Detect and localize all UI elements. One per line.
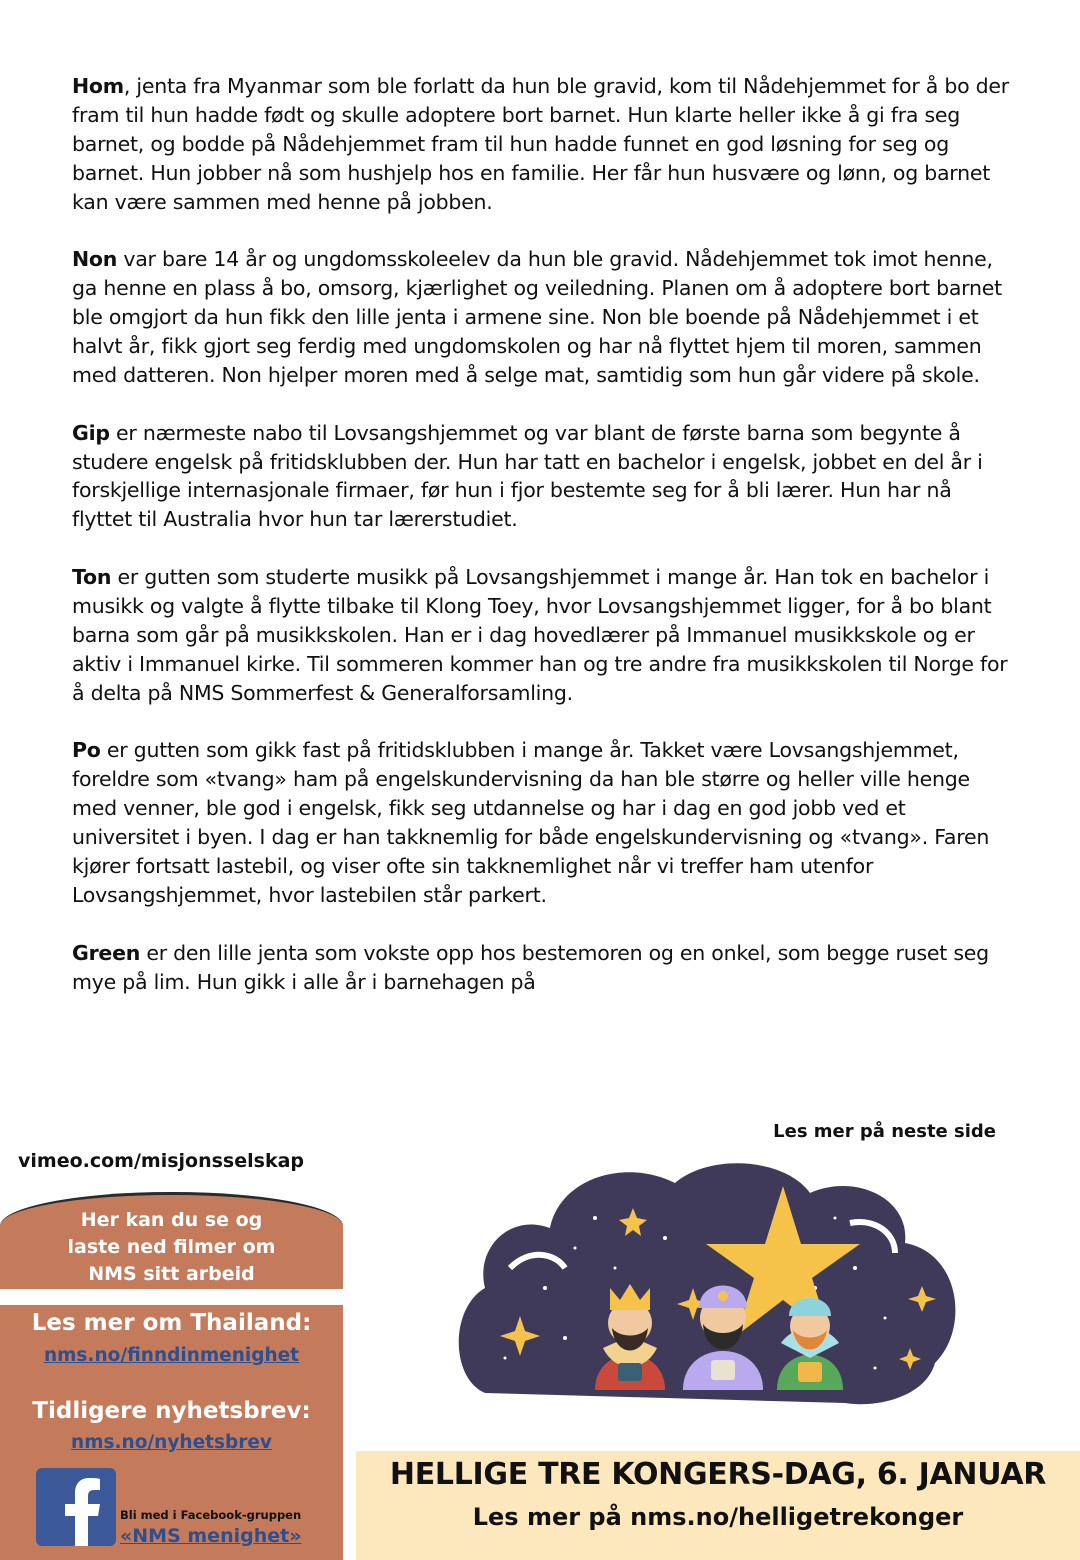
facebook-group-link[interactable]: «NMS menighet» — [120, 1525, 302, 1547]
banner-title: HELLIGE TRE KONGERS-DAG, 6. JANUAR — [389, 1457, 1047, 1492]
thailand-heading: Les mer om Thailand: — [31, 1310, 312, 1336]
film-info-line: Her kan du se og — [80, 1209, 263, 1231]
banner-subtitle[interactable]: Les mer på nms.no/helligetrekonger — [472, 1503, 964, 1531]
paragraph-non — [72, 245, 1017, 390]
three-kings-illustration — [455, 1158, 965, 1408]
paragraph-text: er gutten som studerte musikk på Lovsangshjemmet i mange år. Han tok en bachelor i musikk og valgte å flytte tilbake til Klong Toey, hvor Lovsangshjemmet ligger, for å bo blant barna som går på musikkskolen. Han er i dag hovedlærer på Immanuel musikkskole og er aktiv i Immanuel kirke. Til sommeren kommer han og tre andre fra musikkskolen til Norge for å delta på NMS Sommerfest & Generalforsamling. — [72, 565, 1008, 705]
paragraph-ton — [72, 563, 1017, 708]
person-name: Non — [72, 247, 118, 272]
read-more-next-page: Les mer på neste side — [773, 1121, 996, 1142]
person-name: Green — [72, 940, 141, 965]
article-body — [72, 72, 1017, 1025]
thailand-link[interactable]: nms.no/finndinmenighet — [43, 1345, 300, 1366]
paragraph-green — [72, 939, 1017, 997]
paragraph-text: er den lille jenta som vokste opp hos bestemoren og en onkel, som begge ruset seg mye på lim. Hun gikk i alle år i barnehagen på — [72, 940, 989, 994]
paragraph-gip — [72, 419, 1017, 535]
person-name: Hom — [72, 74, 124, 98]
newsletter-link[interactable]: nms.no/nyhetsbrev — [71, 1432, 272, 1453]
person-name: Gip — [72, 420, 110, 445]
newsletter-heading: Tidligere nyhetsbrev: — [32, 1398, 311, 1424]
paragraph-text: er nærmeste nabo til Lovsangshjemmet og var blant de første barna som begynte å studere engelsk på fritidsklubben der. Hun har tatt en bachelor i engelsk, jobbet en del år i forskjellige internasjonale firmaer, før hun i fjor bestemte seg for å bli lærer. Hun har nå flyttet til Australia hvor hun tar lærerstudiet. — [72, 420, 983, 532]
paragraph-hom — [72, 72, 1017, 217]
film-info-box — [0, 1192, 343, 1289]
person-name: Ton — [72, 565, 112, 590]
event-banner — [356, 1451, 1080, 1560]
paragraph-text: var bare 14 år og ungdomsskoleelev da hun ble gravid. Nådehjemmet tok imot henne, ga henne en plass å bo, omsorg, kjærlighet og veiledning. Planen om å adoptere bort barnet ble omgjort da hun fikk den lille jenta i armene sine. Non ble boende på Nådehjemmet i et halvt år, fikk gjort seg ferdig med ungdomskolen og har nå flyttet hjem til moren, sammen med datteren. Non hjelper moren med å selge mat, samtidig som hun går videre på skole. — [72, 247, 1002, 387]
facebook-group-text: Bli med i Facebook-gruppen — [120, 1508, 302, 1522]
film-info-line: laste ned filmer om — [67, 1236, 276, 1258]
paragraph-text: , jenta fra Myanmar som ble forlatt da hun ble gravid, kom til Nådehjemmet for å bo der fram til hun hadde født og skulle adoptere bort barnet. Hun klarte heller ikke å gi fra seg barnet, og bodde på Nådehjemmet fram til hun hadde funnet en god løsning for seg og barnet. Hun jobber nå som hushjelp hos en familie. Her får hun husvære og lønn, og barnet kan være sammen med henne på jobben. — [72, 74, 1009, 214]
person-name: Po — [72, 738, 101, 763]
paragraph-text: er gutten som gikk fast på fritidsklubben i mange år. Takket være Lovsangshjemmet, foreldre som «tvang» ham på engelskundervisning da han ble større og heller ville henge med venner, ble god i engelsk, fikk seg utdannelse og har i dag en god jobb ved et universitet i byen. I dag er han takknemlig for både engelskundervisning og «tvang». Faren kjører fortsatt lastebil, og viser ofte sin takknemlighet når vi treffer ham utenfor Lovsangshjemmet, hvor lastebilen står parkert. — [72, 738, 990, 907]
facebook-icon[interactable] — [36, 1468, 116, 1546]
paragraph-po — [72, 736, 1017, 909]
vimeo-link[interactable]: vimeo.com/misjonsselskap — [18, 1150, 305, 1172]
film-info-line: NMS sitt arbeid — [88, 1263, 255, 1285]
